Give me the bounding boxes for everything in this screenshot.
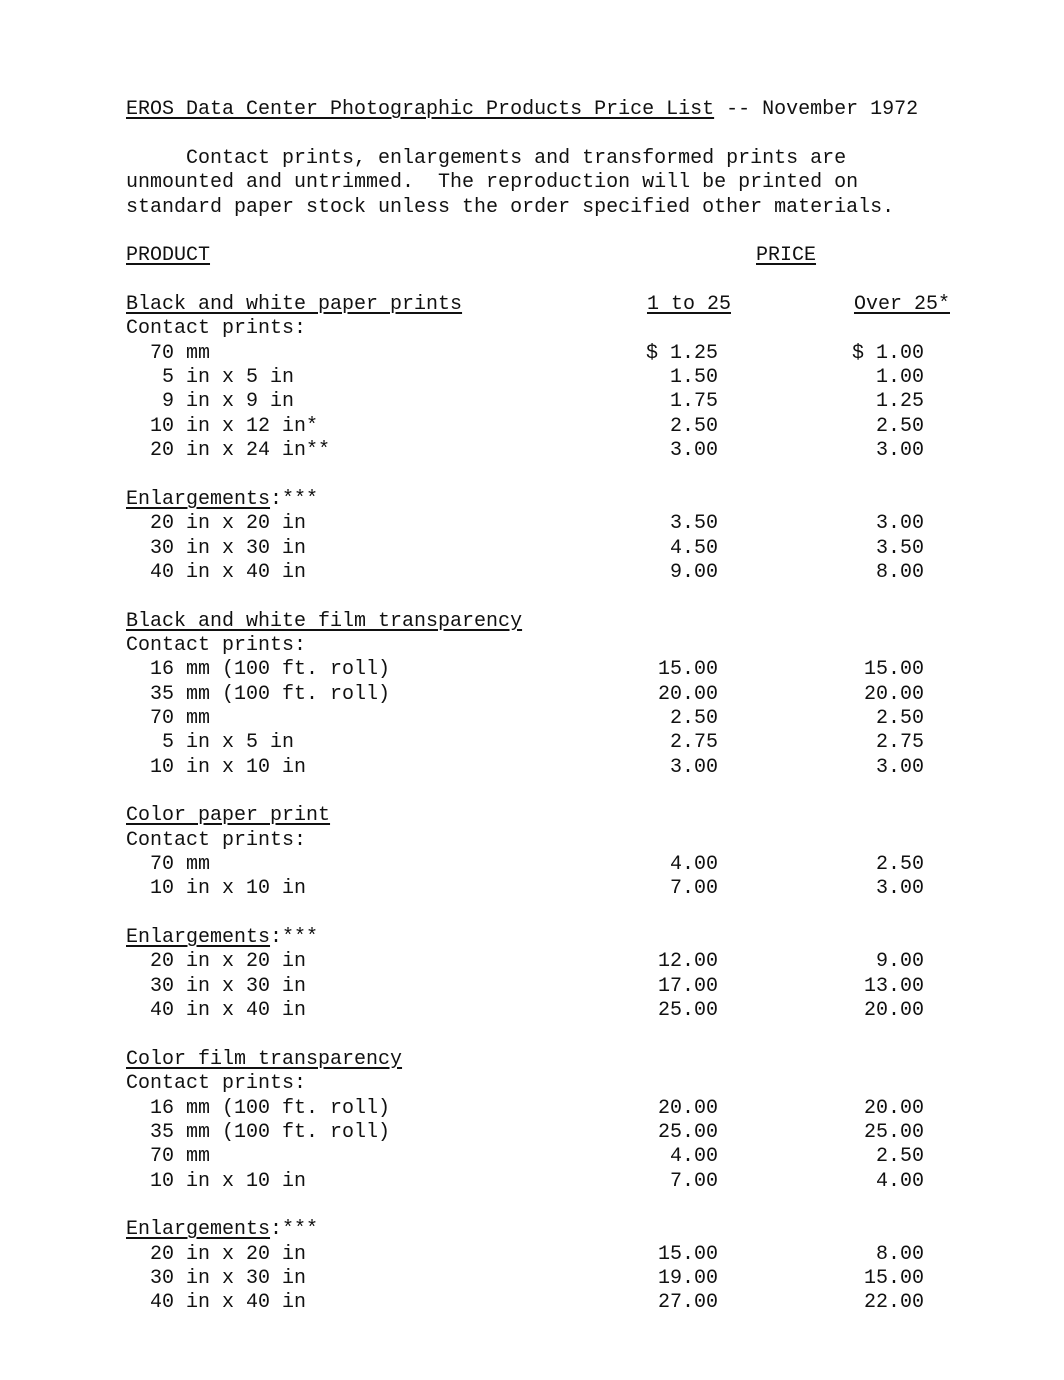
- price-over-25: 3.00: [875, 877, 924, 900]
- section-title: Black and white paper prints: [126, 293, 463, 316]
- price-over-25: 22.00: [863, 1291, 924, 1314]
- product-size: 70 mm: [150, 1145, 211, 1168]
- group-label-text: Enlargements: [126, 488, 271, 511]
- price-over-25: 20.00: [863, 999, 924, 1022]
- product-size: 30 in x 30 in: [150, 537, 307, 560]
- product-size: 30 in x 30 in: [150, 975, 307, 998]
- product-column-header: PRODUCT: [126, 244, 211, 267]
- group-label-text: Contact prints:: [126, 634, 307, 657]
- price-1-to-25: 17.00: [657, 975, 718, 998]
- page-title-date: -- November 1972: [714, 98, 919, 121]
- price-over-25: 9.00: [875, 950, 924, 973]
- price-1-to-25: 27.00: [657, 1291, 718, 1314]
- price-over-25: 4.00: [875, 1170, 924, 1193]
- price-1-to-25: 20.00: [657, 683, 718, 706]
- price-over-25: 3.50: [875, 537, 924, 560]
- price-over-25: 8.00: [875, 561, 924, 584]
- price-over-25: 8.00: [875, 1243, 924, 1266]
- product-size: 20 in x 20 in: [150, 1243, 307, 1266]
- product-size: 5 in x 5 in: [150, 366, 295, 389]
- price-col-over-25-header: Over 25*: [853, 293, 950, 316]
- product-size: 30 in x 30 in: [150, 1267, 307, 1290]
- price-over-25: 3.00: [875, 512, 924, 535]
- group-label: [126, 488, 318, 512]
- group-label: [126, 926, 318, 950]
- product-size: 70 mm: [150, 707, 211, 730]
- group-label: [126, 317, 306, 341]
- product-size: 16 mm (100 ft. roll): [150, 658, 391, 681]
- price-over-25: 2.50: [875, 853, 924, 876]
- price-over-25: 1.00: [875, 366, 924, 389]
- price-col-1-25-header: 1 to 25: [646, 293, 731, 316]
- price-over-25: 2.75: [875, 731, 924, 754]
- group-label-text: Contact prints:: [126, 829, 307, 852]
- price-over-25: 13.00: [863, 975, 924, 998]
- price-1-to-25: 7.00: [669, 877, 718, 900]
- price-over-25: 20.00: [863, 1097, 924, 1120]
- group-label-text: Contact prints:: [126, 1072, 307, 1095]
- price-1-to-25: 15.00: [657, 658, 718, 681]
- price-1-to-25: 3.50: [669, 512, 718, 535]
- price-over-25: $ 1.00: [851, 342, 924, 365]
- group-label-suffix: :***: [270, 926, 319, 949]
- price-over-25: 2.50: [875, 707, 924, 730]
- product-size: 40 in x 40 in: [150, 561, 307, 584]
- price-1-to-25: $ 1.25: [645, 342, 718, 365]
- product-size: 20 in x 20 in: [150, 512, 307, 535]
- price-1-to-25: 7.00: [669, 1170, 718, 1193]
- intro-line-3: standard paper stock unless the order specified other materials.: [126, 196, 895, 219]
- price-1-to-25: 4.00: [669, 1145, 718, 1168]
- price-1-to-25: 1.75: [669, 390, 718, 413]
- intro-line-2: unmounted and untrimmed. The reproduction will be printed on: [126, 171, 859, 194]
- product-size: 5 in x 5 in: [150, 731, 295, 754]
- product-size: 20 in x 24 in**: [150, 439, 331, 462]
- price-1-to-25: 25.00: [657, 1121, 718, 1144]
- group-label: [126, 829, 306, 853]
- product-size: 10 in x 10 in: [150, 756, 307, 779]
- price-1-to-25: 20.00: [657, 1097, 718, 1120]
- price-1-to-25: 3.00: [669, 439, 718, 462]
- price-1-to-25: 25.00: [657, 999, 718, 1022]
- product-size: 35 mm (100 ft. roll): [150, 1121, 391, 1144]
- price-1-to-25: 4.50: [669, 537, 718, 560]
- section-title: Black and white film transparency: [126, 610, 523, 633]
- price-over-25: 3.00: [875, 439, 924, 462]
- price-column-header: PRICE: [756, 244, 817, 267]
- product-size: 40 in x 40 in: [150, 1291, 307, 1314]
- price-over-25: 25.00: [863, 1121, 924, 1144]
- price-1-to-25: 12.00: [657, 950, 718, 973]
- product-size: 16 mm (100 ft. roll): [150, 1097, 391, 1120]
- price-1-to-25: 1.50: [669, 366, 718, 389]
- price-1-to-25: 2.50: [669, 415, 718, 438]
- product-size: 10 in x 10 in: [150, 1170, 307, 1193]
- price-over-25: 1.25: [875, 390, 924, 413]
- price-over-25: 20.00: [863, 683, 924, 706]
- price-1-to-25: 3.00: [669, 756, 718, 779]
- product-size: 20 in x 20 in: [150, 950, 307, 973]
- price-over-25: 2.50: [875, 1145, 924, 1168]
- price-1-to-25: 15.00: [657, 1243, 718, 1266]
- group-label-text: Enlargements: [126, 1218, 271, 1241]
- section-title: Color film transparency: [126, 1048, 403, 1071]
- section-title: Color paper print: [126, 804, 331, 827]
- product-size: 70 mm: [150, 342, 211, 365]
- group-label: [126, 1218, 318, 1242]
- price-over-25: 3.00: [875, 756, 924, 779]
- product-size: 10 in x 12 in*: [150, 415, 319, 438]
- product-size: 70 mm: [150, 853, 211, 876]
- group-label-text: Contact prints:: [126, 317, 307, 340]
- group-label: [126, 634, 306, 658]
- product-size: 9 in x 9 in: [150, 390, 295, 413]
- product-size: 35 mm (100 ft. roll): [150, 683, 391, 706]
- price-1-to-25: 19.00: [657, 1267, 718, 1290]
- price-1-to-25: 2.75: [669, 731, 718, 754]
- group-label: [126, 1072, 306, 1096]
- price-over-25: 15.00: [863, 1267, 924, 1290]
- intro-line-1: Contact prints, enlargements and transformed prints are: [126, 147, 847, 170]
- price-over-25: 2.50: [875, 415, 924, 438]
- price-1-to-25: 4.00: [669, 853, 718, 876]
- group-label-suffix: :***: [270, 488, 319, 511]
- price-over-25: 15.00: [863, 658, 924, 681]
- page-title: EROS Data Center Photographic Products Price List: [126, 98, 715, 121]
- product-size: 10 in x 10 in: [150, 877, 307, 900]
- group-label-text: Enlargements: [126, 926, 271, 949]
- price-1-to-25: 2.50: [669, 707, 718, 730]
- price-1-to-25: 9.00: [669, 561, 718, 584]
- group-label-suffix: :***: [270, 1218, 319, 1241]
- product-size: 40 in x 40 in: [150, 999, 307, 1022]
